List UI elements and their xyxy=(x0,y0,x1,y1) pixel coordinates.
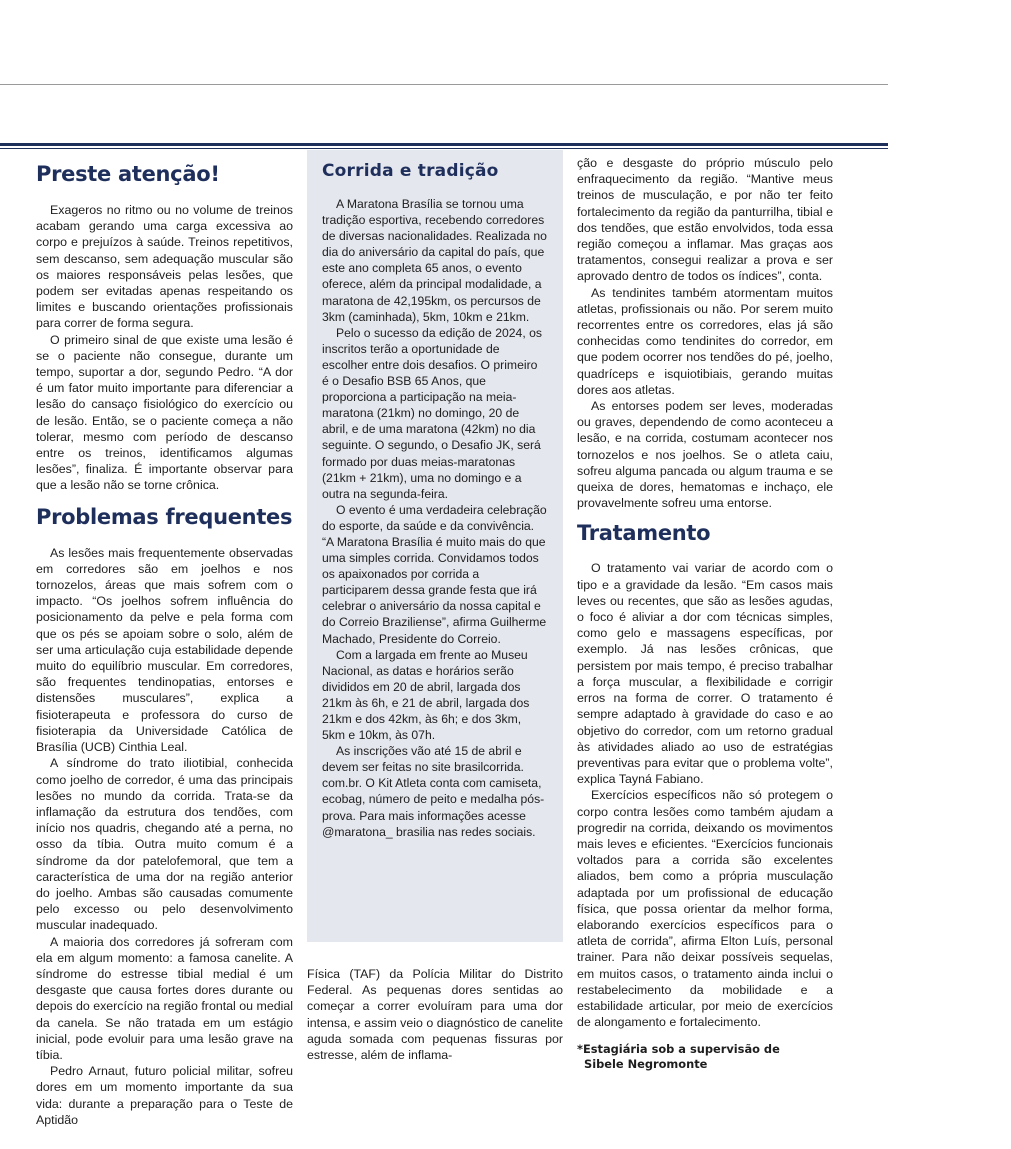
heading-tratamento: Tratamento xyxy=(577,521,711,546)
sidebar-paragraph: Pelo o sucesso da edição de 2024, os inscritos terão a oportunidade de escolher entre dois desafios. O primeiro é o Desafio BSB 65 Anos, que proporciona a participação na meia-maratona (21km) no domingo, 20 de abril, e de uma maratona (42km) no dia seguinte. O segundo, o Desafio JK, será formado por duas meias-maratonas (21km + 21km), uma no domingo e a outra na segunda-feira. xyxy=(322,325,542,501)
section-rule-thin xyxy=(0,148,888,149)
paragraph: Exageros no ritmo ou no volume de treinos acabam gerando uma carga excessiva ao corpo e prejuízos à saúde. Treinos repetitivos, sem descanso, sem adequação muscular são os maiores responsáveis pelas lesões, que podem ser evitadas apenas respeitando os limites e buscando orientações profissionais para correr de forma segura. xyxy=(36,203,293,331)
paragraph: O primeiro sinal de que existe uma lesão é se o paciente não consegue, durante um tempo, suportar a dor, segundo Pedro. “A dor é um fator muito importante para diferenciar a lesão do cansaço fisiológico do exercício ou de lesão. Então, se o paciente começa a não tolerar, mesmo com período de descanso entre os treinos, identificamos algumas lesões”, finaliza. É importante observar para que a lesão não se torne crônica. xyxy=(36,332,293,493)
heading-preste-atencao: Preste atenção! xyxy=(36,162,220,186)
sidebar-heading: Corrida e tradição xyxy=(322,161,499,181)
paragraph: As lesões mais frequentemente observadas em corredores são em joelhos e nos tornozelos, áreas que mais sofrem com o impacto. “Os joelhos sofrem influência do posicionamento da pelve e pela forma com que os pés se apoiam sobre o solo, além de ser uma articulação cuja estabilidade depende muito do equilíbrio muscular. Em corredores, são frequentes tendinopatias, entorses e distensões musculares”, explica a fisioterapeuta e professora do curso de fisioterapia da Universidade Católica de Brasília (UCB) Cinthia Leal. xyxy=(36,545,293,755)
section-rule xyxy=(0,143,888,146)
sidebar-paragraph: O evento é uma verdadeira celebração do esporte, da saúde e da convivência. “A Maratona Brasília é muito mais do que uma simples corrida. Convidamos todos os apaixonados por corrida a participarem dessa grande festa que irá celebrar o aniversário da nossa capital e do Correio Braziliense”, afirma Guilherme Machado, Presidente do Correio. xyxy=(322,502,547,646)
article-column-2 xyxy=(307,150,563,942)
paragraph: Física (TAF) da Polícia Militar do Distrito Federal. As pequenas dores sentidas ao começar a correr evoluíram para uma dor intensa, e assim veio o diagnóstico de canelite aguda somada com pequenas fissuras por estresse, além de inflama- xyxy=(307,967,563,1063)
paragraph: A maioria dos corredores já sofreram com ela em algum momento: a famosa canelite. A síndrome do estresse tibial medial é um desgaste que causa fortes dores durante ou depois do exercício na região frontal ou medial da canela. Se não tratada em um estágio inicial, pode evoluir para uma lesão grave na tíbia. xyxy=(36,934,293,1062)
paragraph: A síndrome do trato iliotibial, conhecida como joelho de corredor, é uma das principais lesões no mundo da corrida. Trata-se da inflamação da estrutura dos tendões, com início nos quadris, chegando até a perna, no osso da tíbia. Outra muito comum é a síndrome da dor patelofemoral, que tem a característica de uma dor na região anterior do joelho. Ambas são causadas comumente pelo excesso ou pelo desenvolvimento muscular inadequado. xyxy=(36,756,293,933)
sidebar-paragraph: Com a largada em frente ao Museu Nacional, as datas e horários serão divididos em 20 de abril, largada dos 21km às 6h, e 21 de abril, largada dos 21km e dos 42km, às 6h; e dos 3km, 5km e 10km, às 07h. xyxy=(322,647,530,743)
top-divider xyxy=(0,84,888,85)
paragraph: As entorses podem ser leves, moderadas ou graves, dependendo de como aconteceu a lesão, e na corrida, costumam acontecer nos tornozelos e nos joelhos. Se o atleta caiu, sofreu alguma pancada ou algum trauma e se queixa de dores, hematomas e inchaço, ele provavelmente sofreu uma entorse. xyxy=(577,399,833,511)
author-credit xyxy=(577,1042,833,1072)
sidebar-box xyxy=(307,150,563,942)
paragraph: ção e desgaste do próprio músculo pelo enfraquecimento da região. “Mantive meus treinos de musculação, e por não ter feito fortalecimento da região da panturrilha, tibial e dos tendões, que estão envolvidos, toda essa região começou a inflamar. Mas graças aos tratamentos, consegui realizar a prova e ser aprovado dentro de todos os índices”, conta. xyxy=(577,156,833,284)
paragraph: Pedro Arnaut, futuro policial militar, sofreu dores em um momento importante da sua vida: durante a preparação para o Teste de Aptidão xyxy=(36,1064,293,1127)
sidebar-paragraph: As inscrições vão até 15 de abril e devem ser feitas no site brasilcorrida. com.br. O Kit Atleta conta com camiseta, ecobag, número de peito e medalha pós-prova. Para mais informações acesse @maratona_ brasilia nas redes sociais. xyxy=(322,744,545,839)
article-column-1 xyxy=(36,150,293,1128)
sidebar-paragraph: A Maratona Brasília se tornou uma tradição esportiva, recebendo corredores de diversas nacionalidades. Realizada no dia do aniversário da capital do país, que este ano completa 65 anos, o evento oferece, além da principal modalidade, a maratona de 42,195km, os percursos de 3km (caminhada), 5km, 10km e 21km. xyxy=(322,197,547,324)
paragraph: As tendinites também atormentam muitos atletas, profissionais ou não. Por serem muito recorrentes entre os corredores, elas já são conhecidas como tendinites do corredor, em que podem ocorrer nos tendões do pé, joelho, quadríceps e isquiotibiais, gerando muitas dores aos atletas. xyxy=(577,285,833,397)
credit-line: Sibele Negromonte xyxy=(584,1057,708,1072)
credit-line: *Estagiária sob a supervisão de xyxy=(577,1042,780,1057)
article-column-3 xyxy=(577,150,833,1072)
paragraph: Exercícios específicos não só protegem o corpo contra lesões como também ajudam a progredir na corrida, deixando os movimentos mais leves e eficientes. “Exercícios funcionais voltados para a corrida são excelentes aliados, bem como a própria musculação adaptada por um profissional de educação física, que possa orientar da melhor forma, elaborando exercícios específicos para o atleta de corrida”, afirma Elton Luís, personal trainer. Para não deixar possíveis sequelas, em muitos casos, o tratamento ainda inclui o restabelecimento da mobilidade e a estabilidade articular, por meio de exercícios de alongamento e fortalecimento. xyxy=(577,788,833,1030)
paragraph: O tratamento vai variar de acordo com o tipo e a gravidade da lesão. “Em casos mais leves ou recentes, que são as lesões agudas, o foco é aliviar a dor com técnicas simples, como gelo e massagens específicas, por exemplo. Já nas lesões crônicas, que persistem por mais tempo, é preciso trabalhar a força muscular, a flexibilidade e corrigir erros na forma de correr. O tratamento é sempre adaptado à gravidade do caso e ao objetivo do corredor, com um retorno gradual às atividades aliado ao uso de estratégias preventivas para evitar que o problema volte”, explica Tayná Fabiano. xyxy=(577,561,833,787)
article-column-2-continued xyxy=(307,966,563,1063)
heading-problemas-frequentes: Problemas frequentes xyxy=(36,504,293,529)
